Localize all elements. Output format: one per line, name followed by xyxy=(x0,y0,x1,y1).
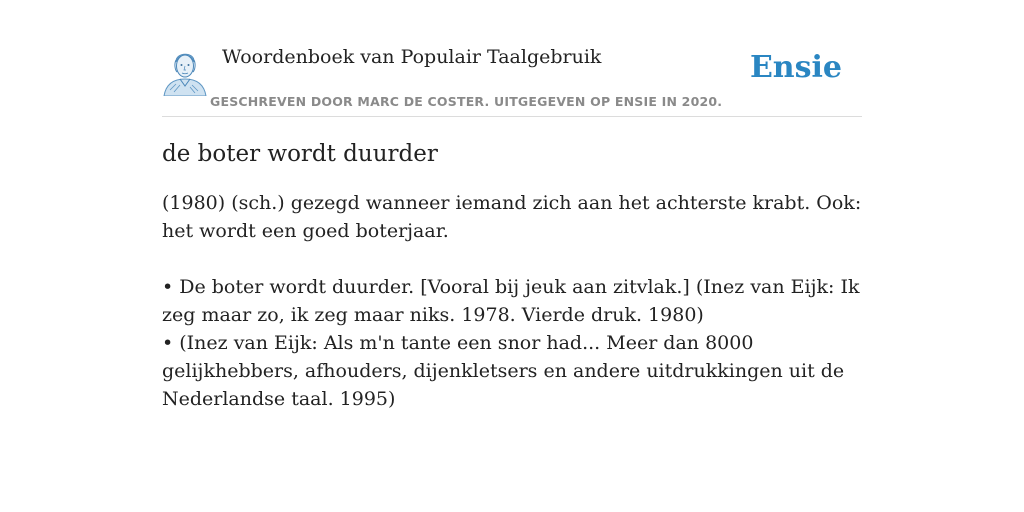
citation-item: • (Inez van Eijk: Als m'n tante een snor had... Meer dan 8000 gelijkhebbers, afhouders, dijenkletsers en andere uitdrukkingen uit de Nederlandse taal. 1995) xyxy=(162,332,845,410)
brand-logo[interactable]: Ensie xyxy=(749,50,842,85)
definition-text: (1980) (sch.) gezegd wanneer iemand zich aan het achterste krabt. Ook: het wordt een goed boterjaar. xyxy=(162,192,862,242)
byline: GESCHREVEN DOOR MARC DE COSTER. UITGEGEVEN OP ENSIE IN 2020. xyxy=(210,94,723,109)
entry-term: de boter wordt duurder xyxy=(162,141,438,167)
paragraph-spacer xyxy=(162,245,862,273)
book-title[interactable]: Woordenboek van Populair Taalgebruik xyxy=(222,46,602,68)
header xyxy=(162,40,862,117)
entry-definition xyxy=(162,189,862,413)
entry-card xyxy=(162,40,862,413)
citation-item: • De boter wordt duurder. [Vooral bij jeuk aan zitvlak.] (Inez van Eijk: Ik zeg maar zo, ik zeg maar niks. 1978. Vierde druk. 1980) xyxy=(162,276,860,326)
author-portrait-icon xyxy=(162,46,208,96)
